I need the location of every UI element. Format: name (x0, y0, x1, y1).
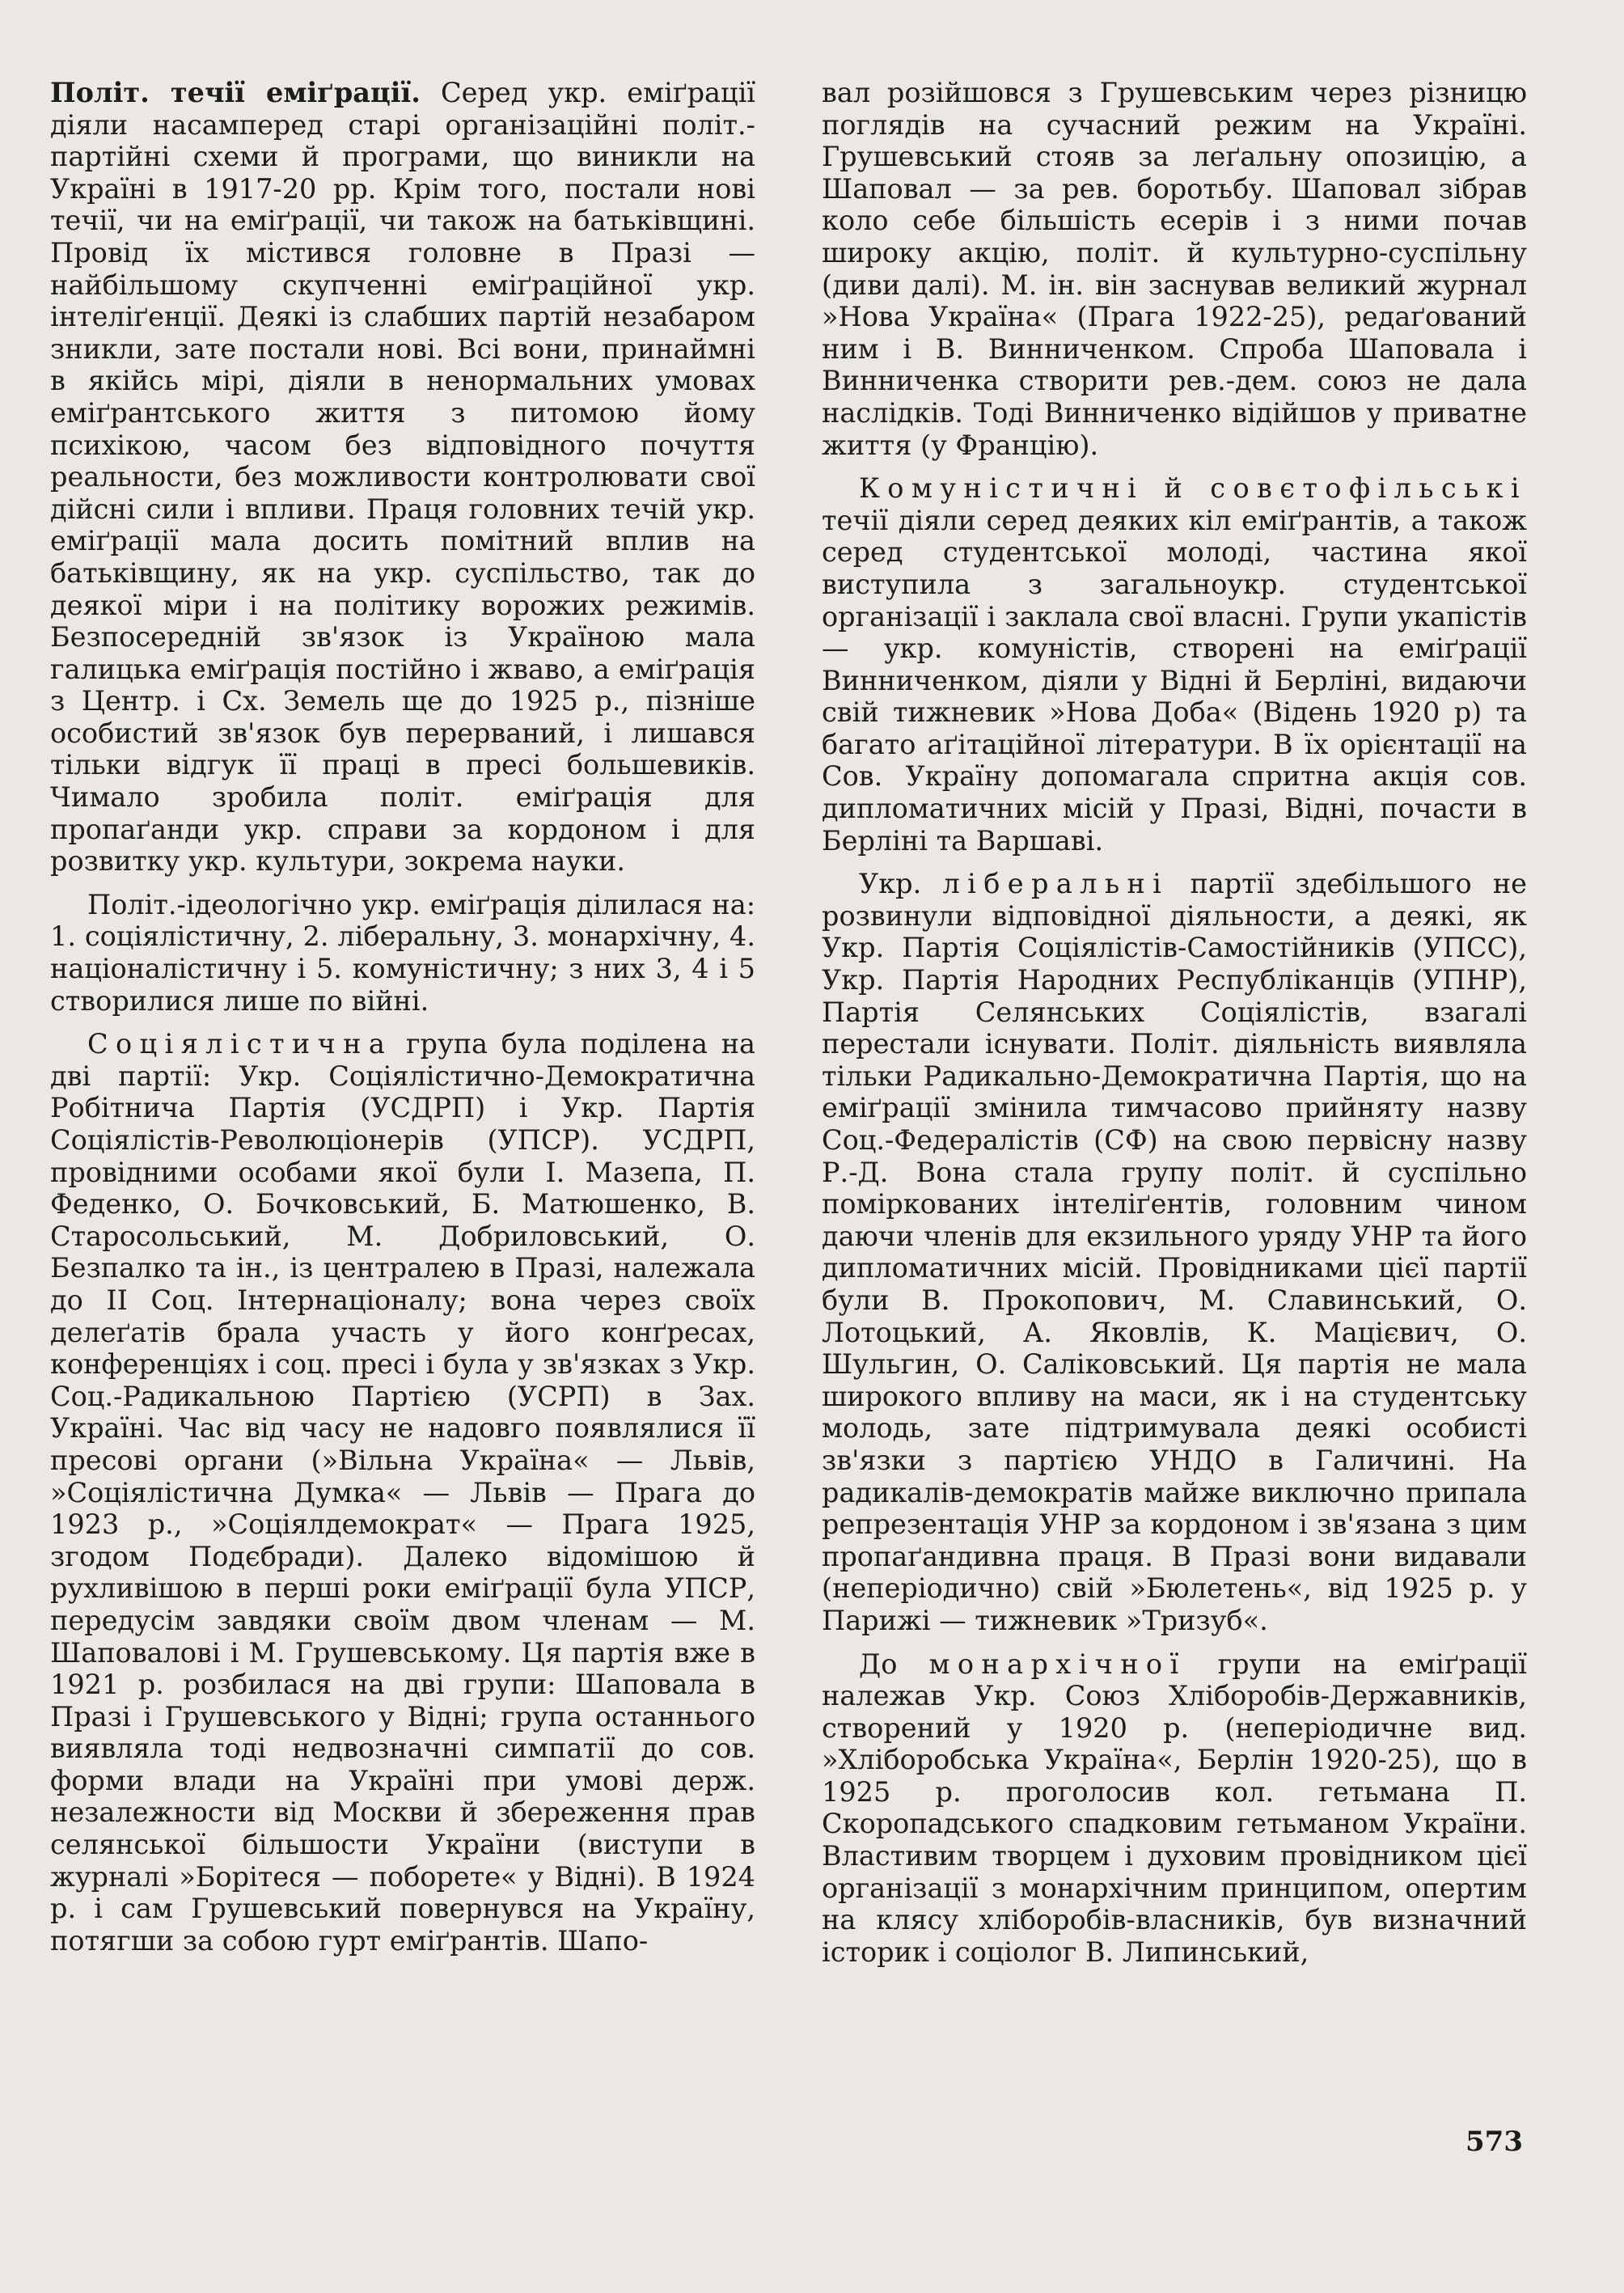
paragraph-ideological-division (50, 889, 755, 1017)
paragraph-text: течії діяли серед деяких кіл еміґрантів, а також серед студентської молоді, частина якої виступила з загальноукр. студентської організації і заклала свої власні. Групи укапістів — укр. комуністів, створені на еміґрації Винниченком, діяли у Відні й Берліні, видаючи свій тижневик »Нова Доба« (Відень 1920 р) та багато аґітаційної літератури. В їх орієнтації на Сов. Україну допомагала спритна акція сов. дипломатичних місій у Празі, Відні, почасти в Берліні та Варшаві. (822, 504, 1527, 857)
paragraph-political-currents (50, 77, 755, 878)
paragraph-socialist-group (50, 1028, 755, 1957)
paragraph-continuation (822, 77, 1527, 461)
paragraph-text: До (859, 1648, 929, 1680)
spaced-term: Комуністичні й совєтофільські (859, 472, 1527, 505)
paragraph-text: Серед укр. еміґрації діяли насамперед старі організаційні політ.-партійні схеми й програми, що виникли на Україні в 1917-20 рр. Крім того, постали нові течії, чи на еміґрації, чи також на батьківщині. Провід їх містився головне в Празі — найбільшому скупченні еміґраційної укр. інтеліґенції. Деякі із слабших партій незабаром зникли, зате постали нові. Всі вони, принаймні в якійсь мірі, діяли в ненормальних умовах еміґрантського життя з питомою йому психікою, часом без відповідного почуття реальности, без можливости контролювати свої дійсні сили і впливи. Праця головних течій укр. еміґрації мала досить помітний вплив на батьківщину, як на укр. суспільство, так до деякої міри і на політику ворожих режимів. Безпосередній зв'язок із Україною мала галицька еміґрація постійно і жваво, а еміґрація з Центр. і Сх. Земель ще до 1925 р., пізніше особистий зв'язок був перерваний, і лишався тільки відгук її праці в пресі большевиків. Чимало зробила політ. еміґрація для пропаґанди укр. справи за кордоном і для розвитку укр. культури, зокрема науки. (50, 77, 755, 878)
paragraph-communist-currents (822, 472, 1527, 857)
page-number: 573 (1465, 2126, 1523, 2158)
right-column (822, 77, 1527, 1979)
paragraph-text: Укр. (859, 868, 943, 900)
paragraph-monarchist-group (822, 1648, 1527, 1969)
section-heading: Політ. течії еміґрації. (50, 77, 421, 108)
spaced-term: ліберальні (942, 868, 1169, 900)
paragraph-liberal-parties (822, 868, 1527, 1636)
paragraph-text: група була поділена на дві партії: Укр. Соціялістично-Демократична Робітнича Партія (УСДРП) і Укр. Партія Соціялістів-Революціонерів (УПСР). УСДРП, провідними особами якої були І. Мазепа, П. Феденко, О. Бочковський, Б. Матюшенко, В. Старосольський, М. Добриловський, О. Безпалко та ін., із централею в Празі, належала до II Соц. Інтернаціоналу; вона через своїх делеґатів брала участь у його конґресах, конференціях і соц. пресі і була у зв'язках з Укр. Соц.-Радикальною Партією (УСРП) в Зах. Україні. Час від часу не надовго появлялися її пресові органи (»Вільна Україна« — Львів, »Соціялістична Думка« — Львів — Прага до 1923 р., »Соціялдемократ« — Прага 1925, згодом Подєбради). Далеко відомішою й рухливішою в перші роки еміґрації була УПСР, передусім завдяки своїм двом членам — М. Шаповалові і М. Грушевському. Ця партія вже в 1921 р. розбилася на дві групи: Шаповала в Празі і Грушевського у Відні; група останнього виявляла тоді недвозначні симпатії до сов. форми влади на Україні при умові держ. незалежности від Москви й збереження прав селянської більшости України (виступи в журналі »Борітеся — поборете« у Відні). В 1924 р. і сам Грушевський повернувся на Україну, потягши за собою гурт еміґрантів. Шапо- (50, 1028, 755, 1957)
paragraph-text: групи на еміґрації належав Укр. Союз Хліборобів-Державників, створений у 1920 р. (неперіодичне вид. »Хліборобська Україна«, Берлін 1920-25), що в 1925 р. проголосив кол. гетьмана П. Скоропадського спадковим гетьманом України. Властивим творцем і духовим провідником цієї організації з монархічним принципом, опертим на клясу хліборобів-власників, був визначний історик і соціолог В. Липинський, (822, 1648, 1527, 1968)
spaced-term: монархічної (928, 1648, 1186, 1680)
text-columns (50, 77, 1527, 1979)
paragraph-text: Політ.-ідеологічно укр. еміґрація ділилася на: 1. соціялістичну, 2. ліберальну, 3. монархічну, 4. націоналістичну і 5. комуністичну; з них 3, 4 і 5 створилися лише по війні. (50, 888, 755, 1017)
spaced-term: Соціялістична (87, 1028, 393, 1060)
paragraph-text: вал розійшовся з Грушевським через різницю поглядів на сучасний режим на Україні. Грушевський стояв за леґальну опозицію, а Шаповал — за рев. боротьбу. Шаповал зібрав коло себе більшість есерів і з ними почав широку акцію, політ. й культурно-суспільну (диви далі). М. ін. він заснував великий журнал »Нова Україна« (Прага 1922-25), редаґований ним і В. Винниченком. Спроба Шаповала і Винниченка створити рев.-дем. союз не дала наслідків. Тоді Винниченко відійшов у приватне життя (у Францію). (822, 77, 1527, 461)
left-column (50, 77, 755, 1979)
paragraph-text: партії здебільшого не розвинули відповідної діяльности, а деякі, як Укр. Партія Соціялістів-Самостійників (УПСС), Укр. Партія Народних Республіканців (УПНР), Партія Селянських Соціялістів, взагалі перестали існувати. Політ. діяльність виявляла тільки Радикально-Демократична Партія, що на еміґрації змінила тимчасово прийняту назву Соц.-Федералістів (СФ) на свою первісну назву Р.-Д. Вона стала групу політ. й суспільно поміркованих інтеліґентів, головним чином даючи членів для екзильного уряду УНР та його дипломатичних місій. Провідниками цієї партії були В. Прокопович, М. Славинський, О. Лотоцький, А. Яковлів, К. Мацієвич, О. Шульгин, О. Саліковський. Ця партія не мала широкого впливу на маси, як і на студентську молодь, зате підтримувала деякі особисті зв'язки з партією УНДО в Галичині. На радикалів-демократів майже виключно припала репрезентація УНР за кордоном і зв'язана з цим пропаґандивна праця. В Празі вони видавали (неперіодично) свій »Бюлетень«, від 1925 р. у Парижі — тижневик »Тризуб«. (822, 868, 1527, 1636)
